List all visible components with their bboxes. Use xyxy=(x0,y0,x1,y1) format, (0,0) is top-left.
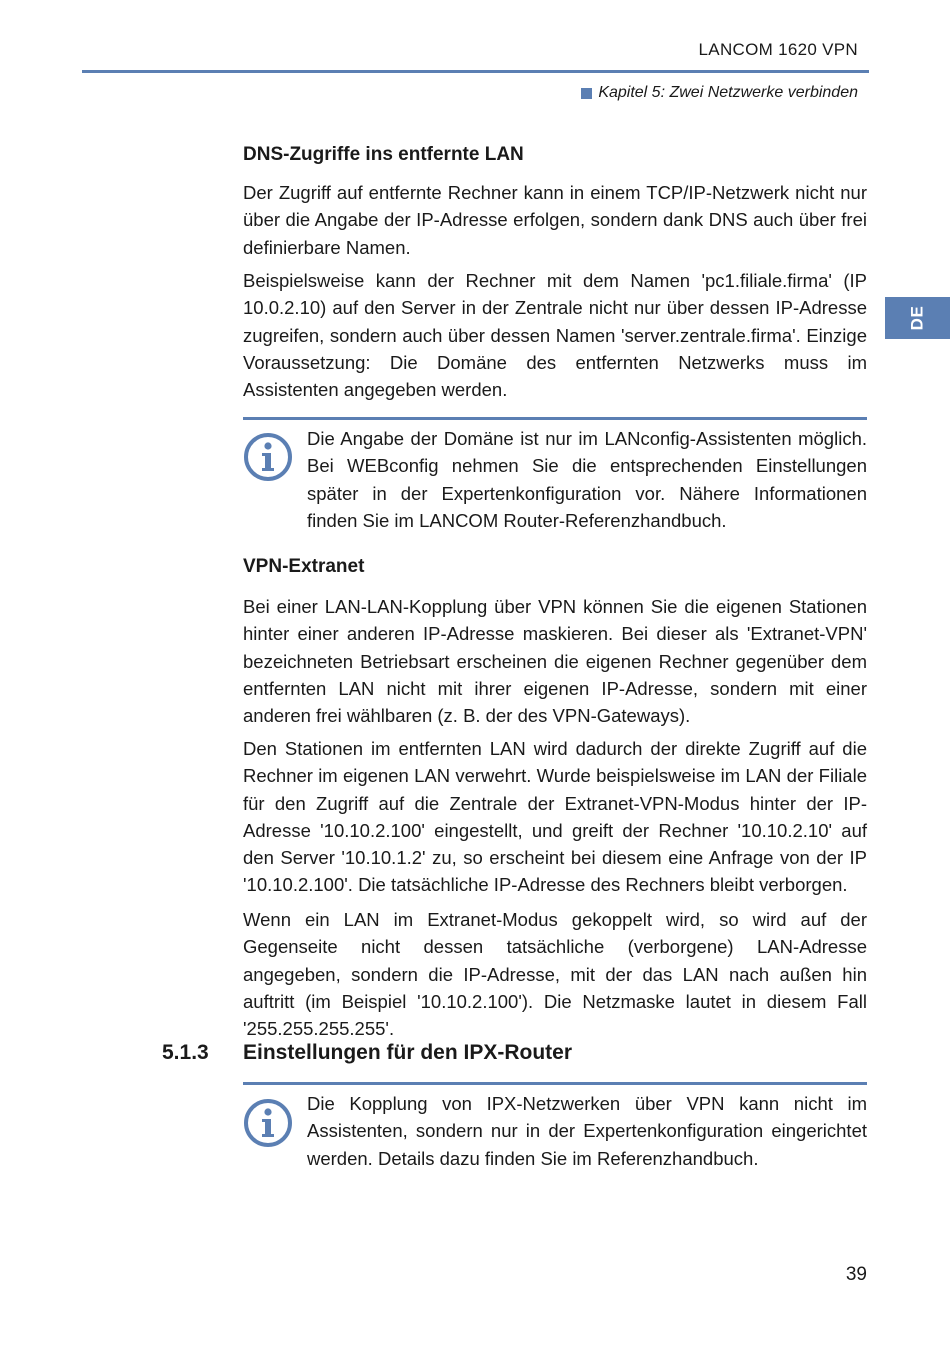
paragraph-extranet-2: Den Stationen im entfernten LAN wird dadurch der direkte Zugriff auf die Rechner im eigenen LAN verwehrt. Wurde beispielsweise im LAN der Filiale für den Zugriff auf die Zentrale der Extranet-VPN-Modus hinter der IP-Adresse '10.10.2.100' eingestellt, und greift der Rechner '10.10.2.10' auf den Server '10.10.1.2' zu, so erscheint bei diesem eine Anfrage von der IP '10.10.2.100'. Die tatsächliche IP-Adresse des Rechners bleibt verborgen. xyxy=(243,738,867,896)
header-rule xyxy=(82,70,869,73)
note-rule xyxy=(243,417,867,420)
product-name: LANCOM 1620 VPN xyxy=(698,40,858,59)
chapter-label: Kapitel 5: Zwei Netzwerke verbinden xyxy=(598,84,858,101)
paragraph-extranet-3: Wenn ein LAN im Extranet-Modus gekoppelt wird, so wird auf der Gegenseite nicht dessen tatsächliche (verborgene) LAN-Adresse angegeben, sondern die IP-Adresse, mit der das LAN nach außen hin auftritt (im Beispiel '10.10.2.100'). Die Netzmaske lautet in diesem Fall '255.255.255.255'. xyxy=(243,909,867,1040)
note-ipx: Die Kopplung von IPX-Netzwerken über VPN kann nicht im Assistenten, sondern nur in der Expertenkonfiguration eingerichtet werden. Details dazu finden Sie im Referenzhandbuch. xyxy=(307,1093,867,1169)
paragraph-dns-1: Der Zugriff auf entfernte Rechner kann in einem TCP/IP-Netzwerk nicht nur über die Angabe der IP-Adresse erfolgen, sondern dank DNS auch über frei definierbare Namen. xyxy=(243,182,867,258)
language-tab-label: DE xyxy=(907,305,927,331)
bullet-square-icon xyxy=(581,88,592,99)
note-dns: Die Angabe der Domäne ist nur im LANconfig-Assistenten möglich. Bei WEBconfig nehmen Sie die entsprechenden Einstellungen später in der Expertenkonfiguration vor. Nähere Informationen finden Sie im LANCOM Router-Referenzhandbuch. xyxy=(307,428,867,531)
page-number: 39 xyxy=(845,1264,867,1285)
info-icon xyxy=(243,432,293,482)
section-heading-dns: DNS-Zugriffe ins entfernte LAN xyxy=(243,144,524,165)
note-rule xyxy=(243,1082,867,1085)
language-tab xyxy=(885,297,950,339)
info-icon xyxy=(243,1098,293,1148)
chapter-title xyxy=(581,84,858,102)
section-title: Einstellungen für den IPX-Router xyxy=(243,1041,573,1064)
paragraph-dns-2: Beispielsweise kann der Rechner mit dem Namen 'pc1.filiale.firma' (IP 10.0.2.10) auf den Server in der Zentrale nicht nur über dessen IP-Adresse zugreifen, sondern auch über dessen Namen 'server.zentrale.firma'. Einzige Voraussetzung: Die Domäne des entfernten Netzwerks muss im Assistenten angegeben werden. xyxy=(243,270,867,401)
paragraph-extranet-1: Bei einer LAN-LAN-Kopplung über VPN können Sie die eigenen Stationen hinter einer anderen IP-Adresse maskieren. Bei dieser als 'Extranet-VPN' bezeichneten Betriebsart erscheinen die eigenen Rechner gegenüber dem entfernten LAN nicht mit ihrer eigenen IP-Adresse, sondern mit einer anderen frei wählbaren (z. B. der des VPN-Gateways). xyxy=(243,596,867,727)
section-number: 5.1.3 xyxy=(162,1041,209,1064)
section-heading-extranet: VPN-Extranet xyxy=(243,556,365,577)
